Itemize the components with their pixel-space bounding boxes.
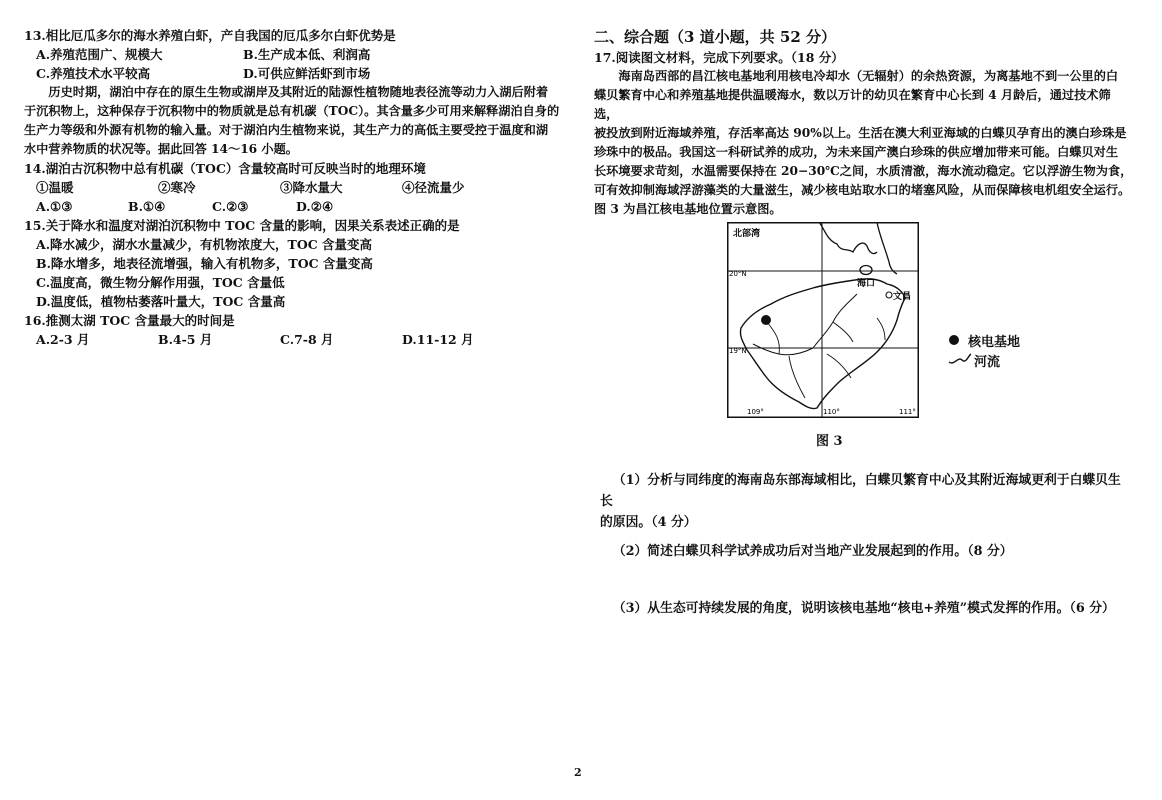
q14-option-b: B.①④	[128, 199, 166, 214]
left-column	[24, 26, 574, 349]
q14-item-3: ③降水量大	[280, 180, 343, 195]
q16-option-c: C.7-8 月	[280, 332, 334, 347]
q14-item-4: ④径流量少	[402, 180, 465, 195]
q15-option-c: C.温度高，微生物分解作用强，TOC 含量低	[36, 275, 285, 290]
q16-option-d: D.11-12 月	[402, 332, 474, 347]
q15-stem: 15.关于降水和温度对湖泊沉积物中 TOC 含量的影响，因果关系表述正确的是	[24, 218, 460, 233]
q15-option-a: A.降水减少，湖水水量减少，有机物浓度大，TOC 含量变高	[36, 237, 373, 252]
legend-river	[948, 350, 1020, 370]
label-gulf: 北部湾	[733, 229, 761, 239]
label-lat-19: 19°N	[729, 347, 747, 355]
q16-stem: 16.推测太湖 TOC 含量最大的时间是	[24, 313, 235, 328]
material-line: 图 3 为昌江核电基地位置示意图。	[594, 202, 782, 216]
section-title: 二、综合题（3 道小题，共 52 分）	[594, 28, 836, 46]
q13-option-d: D.可供应鲜活虾到市场	[243, 66, 371, 81]
q14-option-d: D.②④	[296, 199, 334, 214]
q17-part-1-line1: （1）分析与同纬度的海南岛东部海域相比，白蝶贝繁育中心及其附近海域更利于白蝶贝生长	[600, 473, 1121, 509]
page-number: 2	[574, 766, 582, 779]
q17-part-1	[600, 470, 1130, 533]
nuclear-base-marker	[761, 315, 771, 325]
river-line-icon	[948, 352, 972, 368]
q17-part-2: （2）简述白蝶贝科学试养成功后对当地产业发展起到的作用。（8 分）	[612, 544, 1013, 559]
q16-option-b: B.4-5 月	[158, 332, 213, 347]
passage-line: 水中营养物质的状况等。据此回答 14～16 小题。	[24, 142, 298, 156]
q13-option-b: B.生产成本低、利润高	[243, 47, 371, 62]
material-line: 珍珠中的极品。我国这一科研试养的成功，为未来国产澳白珍珠的供应增加带来可能。白蝶贝对生	[594, 145, 1119, 159]
q13-option-a: A.养殖范围广、规模大	[36, 47, 163, 62]
label-lon-109: 109°	[747, 408, 764, 416]
q14-item-1: ①温暖	[36, 180, 74, 195]
material-line: 长环境要求苛刻，水温需要保持在 20−30℃之间，水质清澈，海水流动稳定。它以浮游生物为食，	[594, 164, 1133, 178]
q17-material	[594, 67, 1134, 219]
label-lon-111: 111°	[899, 408, 916, 416]
q15-option-b: B.降水增多，地表径流增强，输入有机物多，TOC 含量变高	[36, 256, 373, 271]
right-column	[594, 26, 1134, 219]
q13-stem: 13.相比厄瓜多尔的海水养殖白虾，产自我国的厄瓜多尔白虾优势是	[24, 28, 396, 43]
passage-line: 于沉积物上，这种保存于沉积物中的物质就是总有机碳（TOC）。其含量多少可用来解释湖泊自身的	[24, 104, 560, 118]
map-legend	[948, 330, 1020, 370]
label-haikou: 海口	[857, 279, 876, 289]
q14-option-c: C.②③	[212, 199, 249, 214]
q14-option-a: A.①③	[36, 199, 73, 214]
passage-line: 生产力等级和外源有机物的输入量。对于湖泊内生植物来说，其生产力的高低主要受控于温度和湖	[24, 123, 549, 137]
reading-passage	[24, 83, 574, 159]
legend-nuclear	[948, 330, 1020, 350]
material-line: 可有效抑制海域浮游藻类的大量滋生，减少核电站取水口的堵塞风险，从而保障核电机组安全运行。	[594, 183, 1131, 197]
label-lat-20: 20°N	[729, 270, 747, 278]
legend-river-label: 河流	[974, 354, 1001, 370]
q13-options-row2	[24, 64, 574, 83]
q17-stem: 17.阅读图文材料，完成下列要求。（18 分）	[594, 50, 844, 65]
map-frame	[728, 223, 919, 418]
q13-option-c: C.养殖技术水平较高	[36, 66, 151, 81]
q16-options	[24, 330, 574, 349]
hainan-map-svg	[727, 222, 919, 418]
figure-3-map	[727, 222, 919, 422]
material-line: 蝶贝繁育中心和养殖基地提供温暖海水，数以万计的幼贝在繁育中心长到 4 月龄后，通过技术筛选，	[594, 88, 1111, 121]
q13-options-row1	[24, 45, 574, 64]
q14-item-2: ②寒冷	[158, 180, 196, 195]
figure-caption: 图 3	[816, 434, 843, 449]
q14-stem: 14.湖泊古沉积物中总有机碳（TOC）含量较高时可反映当时的地理环境	[24, 161, 426, 176]
q16-option-a: A.2-3 月	[36, 332, 90, 347]
legend-nuclear-label: 核电基地	[968, 334, 1021, 350]
q17-part-1-line2: 的原因。（4 分）	[600, 515, 697, 530]
label-wenchang: 文昌	[893, 292, 912, 302]
q14-items	[24, 178, 574, 197]
q14-options	[36, 197, 574, 216]
nuclear-dot-icon	[948, 333, 962, 347]
label-lon-110: 110°	[823, 408, 840, 416]
material-line: 被投放到附近海域养殖，存活率高达 90%以上。生活在澳大利亚海域的白蝶贝孕育出的澳白珍珠是	[594, 126, 1127, 140]
q15-option-d: D.温度低，植物枯萎落叶量大，TOC 含量高	[36, 294, 286, 309]
material-line: 海南岛西部的昌江核电基地利用核电冷却水（无辐射）的余热资源，为离基地不到一公里的白	[618, 69, 1119, 83]
passage-line: 历史时期，湖泊中存在的原生生物或湖岸及其附近的陆源性植物随地表径流等动力入湖后附着	[48, 85, 549, 99]
q17-part-3: （3）从生态可持续发展的角度，说明该核电基地“核电+养殖”模式发挥的作用。（6 分）	[612, 601, 1115, 616]
